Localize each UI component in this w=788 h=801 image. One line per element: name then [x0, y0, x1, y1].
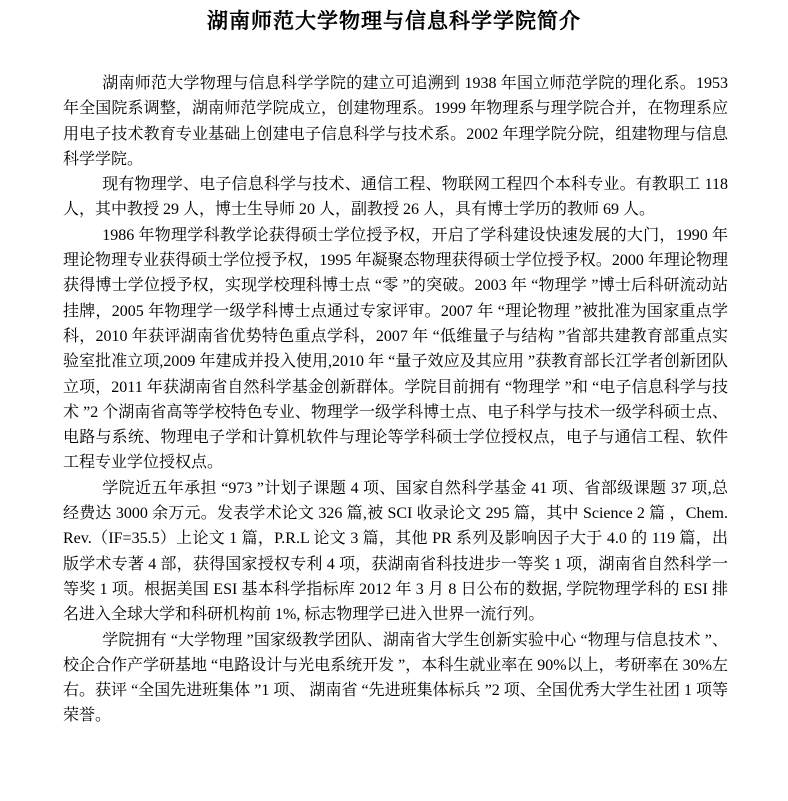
- page-title: 湖南师范大学物理与信息科学学院简介: [207, 9, 581, 33]
- paragraph-history: 湖南师范大学物理与信息科学学院的建立可追溯到 1938 年国立师范学院的理化系。1953 年全国院系调整，湖南师范学院成立，创建物理系。1999 年物理系与理学院合并，在物理系应用电子技术教育专业基础上创建电子信息科学与技术系。2002 年理学院分院，组建物理与信息科学学院。: [63, 75, 728, 168]
- paragraph-discipline-development: 1986 年物理学科教学论获得硕士学位授予权，开启了学科建设快速发展的大门，1990 年理论物理专业获得硕士学位授予权，1995 年凝聚态物理获得硕士学位授予权。2000 年理论物理获得博士学位授予权，实现学校理科博士点 “零 ”的突破。2003 年 “物理学 ”博士后科研流动站挂牌，2005 年物理学一级学科博士点通过专家评审。2007 年 “理论物理 ”被批准为国家重点学科，2010 年获评湖南省优势特色重点学科，2007 年 “低维量子与结构 ”省部共建教育部重点实验室批准立项,2009 年建成并投入使用,2010 年 “量子效应及其应用 ”获教育部长江学者创新团队立项，2011 年获湖南省自然科学基金创新群体。学院目前拥有 “物理学 ”和 “电子信息科学与技术 ”2 个湖南省高等学校特色专业、物理学一级学科博士点、电子科学与技术一级学科硕士点、电路与系统、物理电子学和计算机软件与理论等学科硕士学位授权点，电子与通信工程、软件工程专业学位授权点。: [63, 226, 728, 472]
- paragraph-research-achievements: 学院近五年承担 “973 ”计划子课题 4 项、国家自然科学基金 41 项、省部级课题 37 项,总经费达 3000 余万元。发表学术论文 326 篇,被 SCI 收录论文 295 篇，其中 Science 2 篇 ，Chem. Rev.（IF=35.5）上论文 1 篇，P.R.L 论文 3 篇，其他 PR 系列及影响因子大于 4.0 的 119 篇，出版学术专著 4 部，获得国家授权专利 4 项，获湖南省科技进步一等奖 1 项，湖南省自然科学一等奖 1 项。根据美国 ESI 基本科学指标库 2012 年 3 月 8 日公布的数据, 学院物理学科的 ESI 排名进入全球大学和科研机构前 1%, 标志物理学已进入世界一流行列。: [63, 479, 728, 624]
- paragraph-majors-staff: 现有物理学、电子信息科学与技术、通信工程、物联网工程四个本科专业。有教职工 118 人，其中教授 29 人，博士生导师 20 人，副教授 26 人，具有博士学历的教师 69 人。: [63, 176, 728, 219]
- paragraph-teaching-honors: 学院拥有 “大学物理 ”国家级教学团队、湖南省大学生创新实验中心 “物理与信息技术 ”、校企合作产学研基地 “电路设计与光电系统开发 ”，本科生就业率在 90%以上，考研率在 30%左右。获评 “全国先进班集体 ”1 项、 湖南省 “先进班集体标兵 ”2 项、全国优秀大学生社团 1 项等荣誉。: [63, 631, 728, 725]
- document-body: [63, 71, 728, 729]
